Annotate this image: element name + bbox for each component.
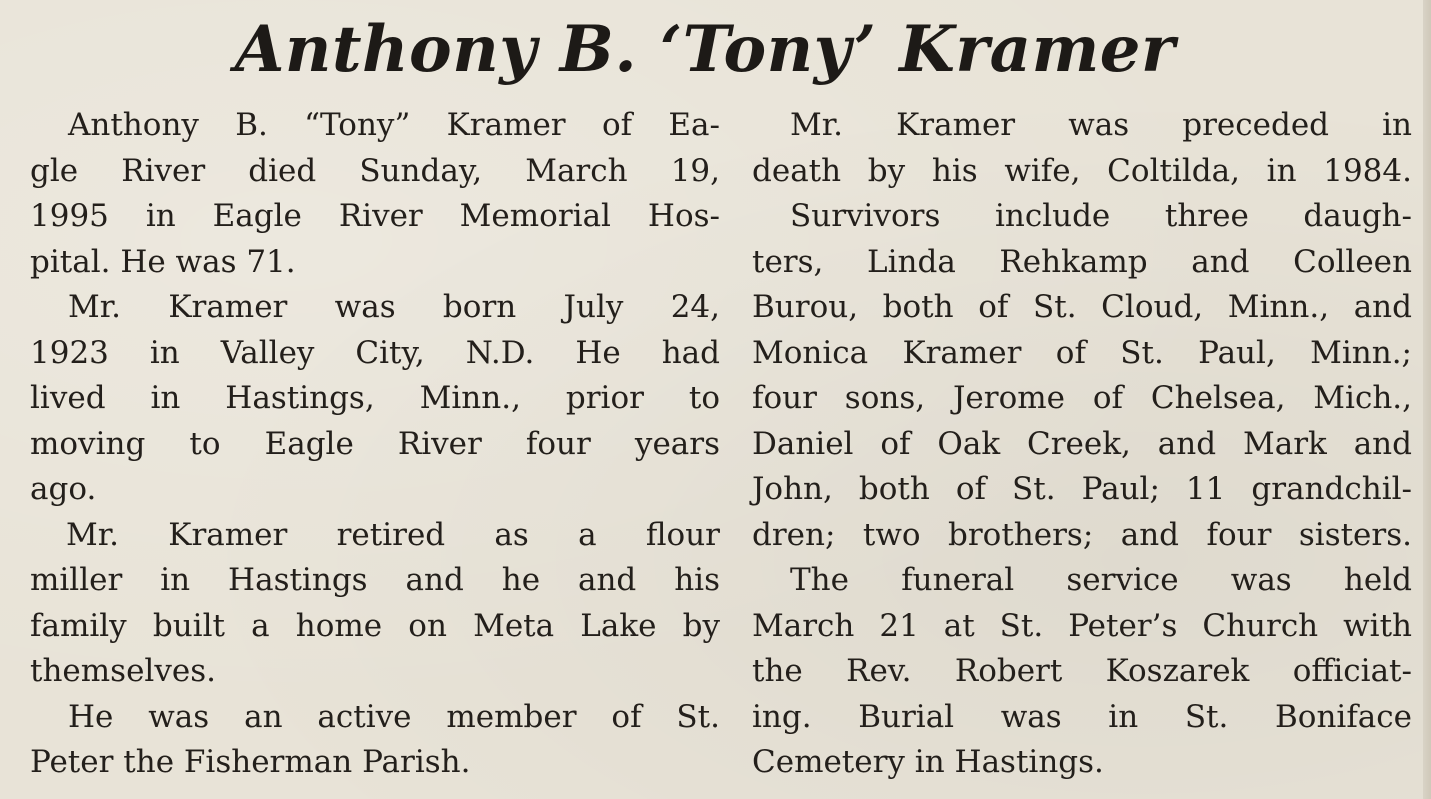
text-line: lived in Hastings, Minn., prior to <box>30 380 720 416</box>
text-line: John, both of St. Paul; 11 grandchil- <box>752 471 1412 507</box>
text-line: moving to Eagle River four years <box>30 425 720 462</box>
text-line: Cemetery in Hastings. <box>752 744 1104 780</box>
left-column <box>30 103 720 786</box>
text-line: ago. <box>30 471 97 507</box>
text-line: ing. Burial was in St. Boniface <box>752 698 1412 735</box>
clipping-edge <box>1423 0 1431 799</box>
text-line: family built a home on Meta Lake by <box>30 607 720 644</box>
text-line: Anthony B. “Tony” Kramer of Ea- <box>68 107 720 143</box>
obituary-headline: Anthony B. ‘Tony’ Kramer <box>234 12 1176 87</box>
text-line: The funeral service was held <box>790 562 1412 598</box>
text-line: Monica Kramer of St. Paul, Minn.; <box>752 334 1412 371</box>
text-line: Burou, both of St. Cloud, Minn., and <box>752 289 1412 325</box>
text-line: Peter the Fisherman Parish. <box>30 744 471 780</box>
text-line: death by his wife, Coltilda, in 1984. <box>752 152 1412 189</box>
text-line: dren; two brothers; and four sisters. <box>752 516 1412 553</box>
text-line: pital. He was 71. <box>30 243 296 280</box>
text-line: 1995 in Eagle River Memorial Hos- <box>30 198 720 234</box>
text-line: ters, Linda Rehkamp and Colleen <box>752 243 1412 280</box>
right-column <box>752 103 1412 786</box>
text-line: gle River died Sunday, March 19, <box>30 152 720 189</box>
text-line: miller in Hastings and he and his <box>30 562 720 598</box>
text-line: Mr. Kramer was preceded in <box>790 107 1412 143</box>
text-line: themselves. <box>30 653 216 689</box>
text-line: Survivors include three daugh- <box>790 198 1412 234</box>
text-line: He was an active member of St. <box>68 698 720 735</box>
text-line: 1923 in Valley City, N.D. He had <box>30 334 720 371</box>
text-line: March 21 at St. Peter’s Church with <box>752 607 1412 644</box>
text-line: the Rev. Robert Koszarek officiat- <box>752 653 1412 689</box>
text-line: four sons, Jerome of Chelsea, Mich., <box>752 380 1412 416</box>
text-line: Daniel of Oak Creek, and Mark and <box>752 425 1412 462</box>
text-line: Mr. Kramer retired as a flour <box>66 516 720 553</box>
text-line: Mr. Kramer was born July 24, <box>68 289 720 325</box>
